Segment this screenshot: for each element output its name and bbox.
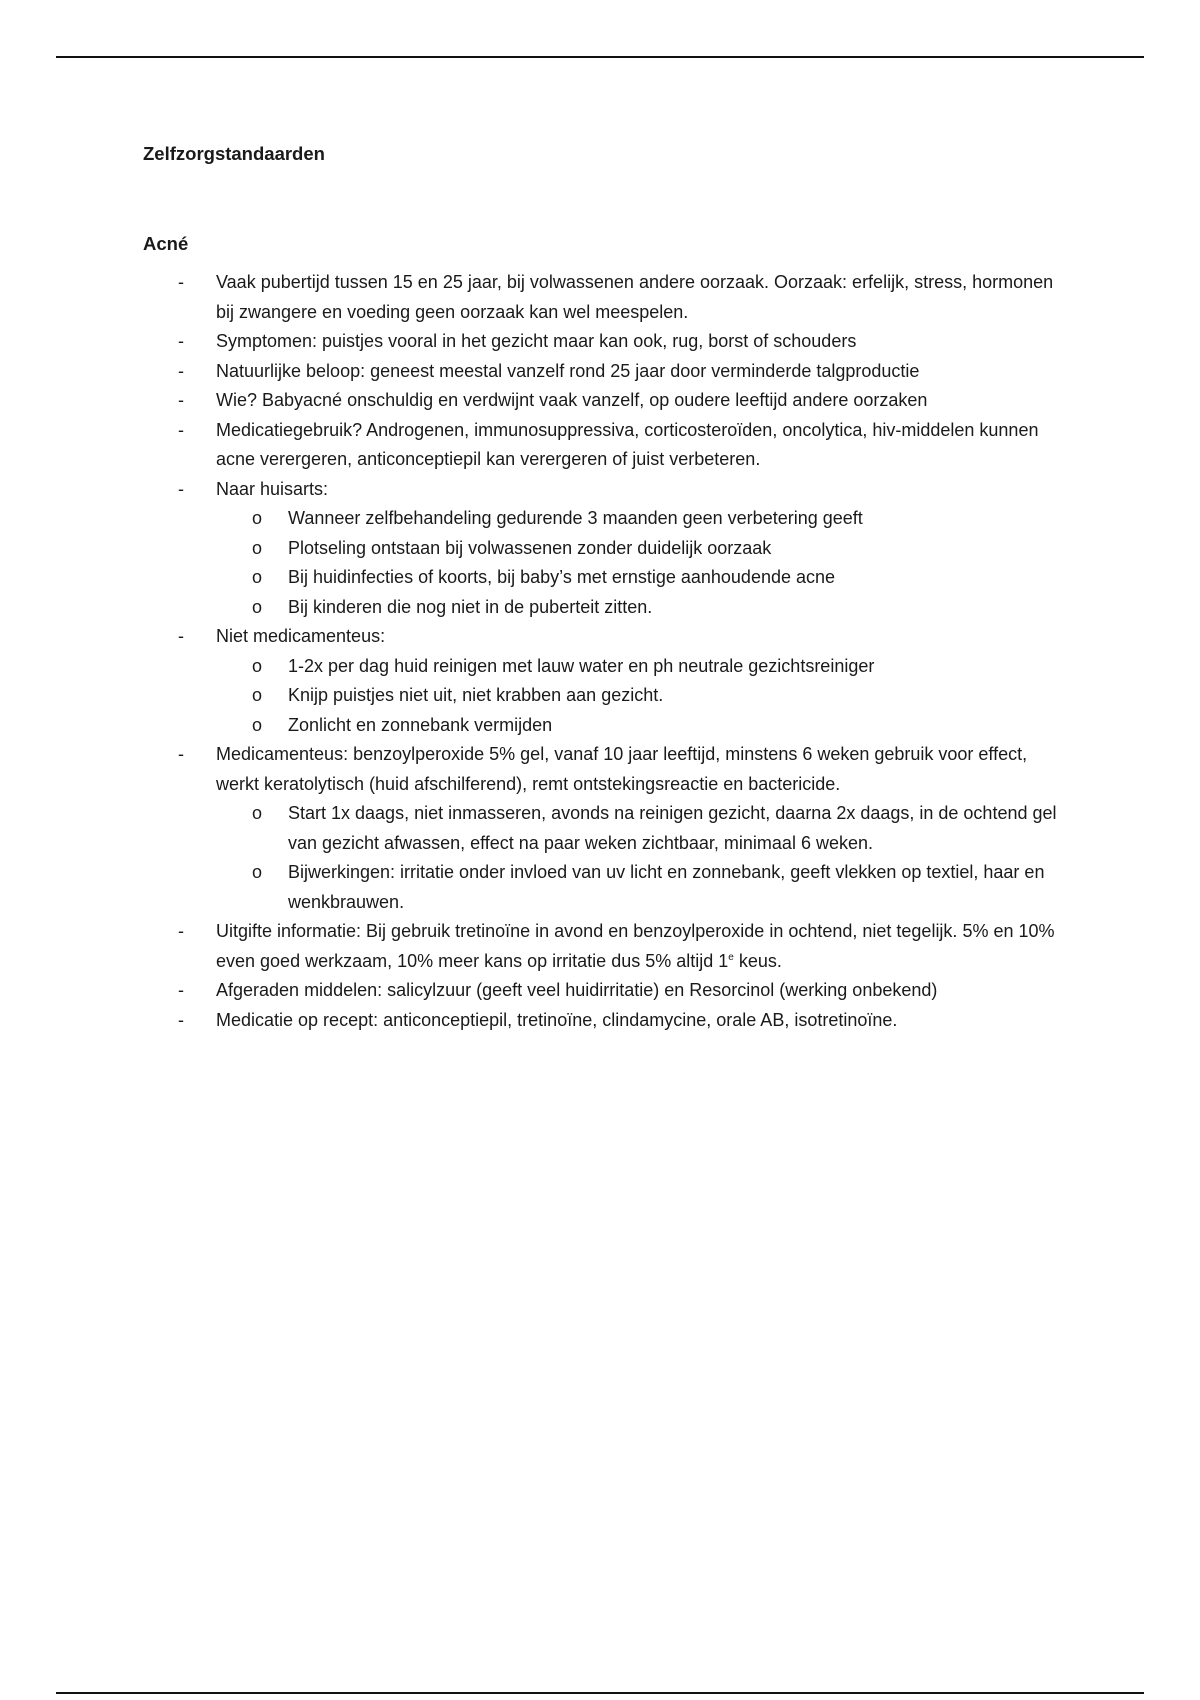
circle-bullet: o — [252, 596, 263, 617]
sub-list-item-text: Bij kinderen die nog niet in de puberteit zitten. — [288, 596, 653, 617]
sub-list-item-text: Bijwerkingen: irritatie onder invloed van uv licht en zonnebank, geeft vlekken op textiel, haar en wenkbrauwen. — [288, 862, 1045, 912]
sub-list-item — [216, 534, 1063, 564]
superscript: e — [728, 951, 734, 963]
circle-bullet: o — [252, 508, 263, 528]
circle-bullet: o — [252, 537, 263, 558]
document-body — [143, 140, 1063, 1035]
dash-bullet: - — [178, 921, 184, 941]
list-item-text: Wie? Babyacné onschuldig en verdwijnt vaak vanzelf, op oudere leeftijd andere oorzaken — [216, 390, 928, 410]
sub-list-item-text: Plotseling ontstaan bij volwassenen zonder duidelijk oorzaak — [288, 537, 772, 558]
dash-bullet: - — [178, 272, 184, 292]
dash-bullet: - — [178, 360, 184, 381]
dash-bullet: - — [178, 980, 184, 1000]
list-item — [143, 622, 1063, 740]
list-item-text: Naar huisarts: — [216, 478, 329, 499]
dash-bullet: - — [178, 390, 184, 410]
list-item-text-tail: keus. — [733, 950, 782, 971]
list-item — [143, 327, 1063, 357]
dash-bullet: - — [178, 478, 184, 499]
list-item-text: Vaak pubertijd tussen 15 en 25 jaar, bij volwassenen andere oorzaak. Oorzaak: erfelijk, stress, hormonen bij zwangere en voeding geen oorzaak kan wel meespelen. — [216, 272, 1054, 322]
list-item — [143, 357, 1063, 387]
list-item-text: Medicamenteus: benzoylperoxide 5% gel, vanaf 10 jaar leeftijd, minstens 6 weken gebruik voor effect, werkt keratolytisch (huid afschilferend), remt ontstekingsreactie en bactericide. — [216, 744, 1028, 794]
sub-list-item-text: Zonlicht en zonnebank vermijden — [288, 714, 553, 735]
list-item — [143, 976, 1063, 1006]
dash-bullet: - — [178, 744, 184, 764]
sub-list — [216, 799, 1063, 917]
list-item-text: Niet medicamenteus: — [216, 626, 386, 646]
dash-bullet: - — [178, 626, 184, 646]
list-item-text: Medicatie op recept: anticonceptiepil, tretinoïne, clindamycine, orale AB, isotretinoïne. — [216, 1009, 898, 1030]
sub-list — [216, 652, 1063, 741]
dash-bullet: - — [178, 1009, 184, 1030]
list-item-text: Symptomen: puistjes vooral in het gezicht maar kan ook, rug, borst of schouders — [216, 331, 857, 351]
list-item — [143, 386, 1063, 416]
header-rule — [56, 56, 1144, 58]
sub-list-item-text: Wanneer zelfbehandeling gedurende 3 maanden geen verbetering geeft — [288, 508, 863, 528]
sub-list-item — [216, 504, 1063, 534]
list-item — [143, 416, 1063, 475]
sub-list-item-text: Start 1x daags, niet inmasseren, avonds na reinigen gezicht, daarna 2x daags, in de ochtend gel van gezicht afwassen, effect na paar weken zichtbaar, minimaal 6 weken. — [288, 803, 1057, 853]
list-item-text: Natuurlijke beloop: geneest meestal vanzelf rond 25 jaar door verminderde talgproductie — [216, 360, 920, 381]
list-item — [143, 475, 1063, 623]
list-item-text: Medicatiegebruik? Androgenen, immunosuppressiva, corticosteroïden, oncolytica, hiv-middelen kunnen acne verergeren, anticonceptiepil kan verergeren of juist verbeteren. — [216, 419, 1039, 469]
sub-list-item — [216, 711, 1063, 741]
circle-bullet: o — [252, 862, 263, 882]
sub-list-item — [216, 681, 1063, 711]
circle-bullet: o — [252, 714, 263, 735]
sub-list-item-text: 1-2x per dag huid reinigen met lauw water en ph neutrale gezichtsreiniger — [288, 655, 875, 676]
circle-bullet: o — [252, 685, 263, 705]
list-item — [143, 740, 1063, 917]
list-item — [143, 1006, 1063, 1036]
sub-list-item — [216, 799, 1063, 858]
sub-list-item — [216, 563, 1063, 593]
sub-list — [216, 504, 1063, 622]
dash-bullet: - — [178, 419, 184, 440]
list-item-text: Afgeraden middelen: salicylzuur (geeft veel huidirritatie) en Resorcinol (werking onbekend) — [216, 980, 938, 1000]
list-item — [143, 268, 1063, 327]
footer-rule — [56, 1692, 1144, 1694]
circle-bullet: o — [252, 655, 263, 676]
circle-bullet: o — [252, 803, 263, 823]
sub-list-item — [216, 652, 1063, 682]
circle-bullet: o — [252, 567, 263, 587]
sub-list-item — [216, 593, 1063, 623]
list-item-text: Uitgifte informatie: Bij gebruik tretinoïne in avond en benzoylperoxide in ochtend, niet tegelijk. 5% en 10% even goed werkzaam, 10% meer kans op irritatie dus 5% altijd 1 — [216, 921, 1055, 971]
sub-list-item-text: Knijp puistjes niet uit, niet krabben aan gezicht. — [288, 685, 664, 705]
document-title: Zelfzorgstandaarden — [143, 143, 325, 164]
sub-list-item-text: Bij huidinfecties of koorts, bij baby’s met ernstige aanhoudende acne — [288, 567, 836, 587]
list-item — [143, 917, 1063, 976]
dash-bullet: - — [178, 331, 184, 351]
section-title-acne: Acné — [143, 233, 189, 254]
acne-bullet-list — [143, 268, 1063, 1035]
sub-list-item — [216, 858, 1063, 917]
